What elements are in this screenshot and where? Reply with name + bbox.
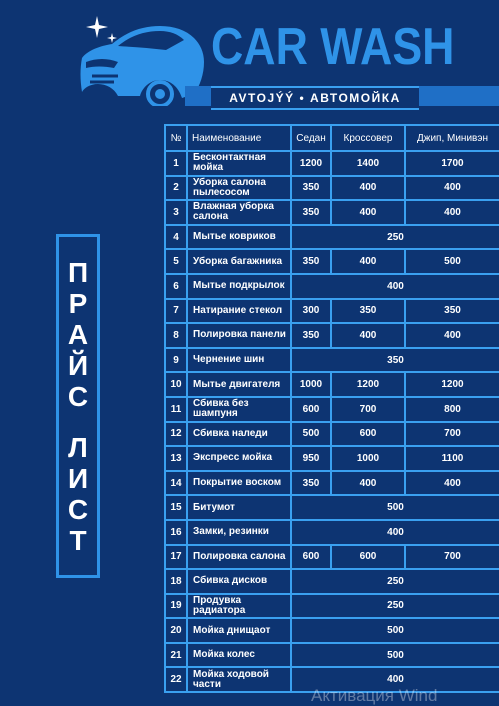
table-row <box>165 569 499 594</box>
brand-title: CAR WASH <box>211 18 455 76</box>
row-number: 2 <box>165 176 187 201</box>
table-row <box>165 397 499 422</box>
service-name: Влажная уборка салона <box>187 200 291 225</box>
row-number: 14 <box>165 471 187 496</box>
table-row <box>165 200 499 225</box>
table-row <box>165 225 499 250</box>
vertical-price-list-label <box>56 234 100 578</box>
single-price: 350 <box>291 348 499 373</box>
table-row <box>165 323 499 348</box>
service-name: Сбивка дисков <box>187 569 291 594</box>
jeep-minivan-price: 700 <box>405 545 499 570</box>
sedan-price: 1000 <box>291 372 331 397</box>
table-row <box>165 348 499 373</box>
jeep-minivan-price: 700 <box>405 422 499 447</box>
table-header-row <box>165 125 499 151</box>
crossover-price: 350 <box>331 299 405 324</box>
table-row <box>165 372 499 397</box>
table-row <box>165 495 499 520</box>
service-name: Мытье ковриков <box>187 225 291 250</box>
label-letter: С <box>67 380 89 412</box>
header-number: № <box>165 125 187 151</box>
table-row <box>165 151 499 176</box>
service-name: Продувка радиатора <box>187 594 291 619</box>
service-name: Сбивка наледи <box>187 422 291 447</box>
single-price: 400 <box>291 667 499 692</box>
row-number: 8 <box>165 323 187 348</box>
sedan-price: 350 <box>291 200 331 225</box>
row-number: 9 <box>165 348 187 373</box>
row-number: 1 <box>165 151 187 176</box>
row-number: 20 <box>165 618 187 643</box>
crossover-price: 1400 <box>331 151 405 176</box>
table-body <box>165 151 499 692</box>
jeep-minivan-price: 800 <box>405 397 499 422</box>
sedan-price: 350 <box>291 471 331 496</box>
sedan-price: 500 <box>291 422 331 447</box>
jeep-minivan-price: 500 <box>405 249 499 274</box>
table-row <box>165 176 499 201</box>
crossover-price: 1200 <box>331 372 405 397</box>
crossover-price: 400 <box>331 323 405 348</box>
service-name: Замки, резинки <box>187 520 291 545</box>
service-name: Экспресс мойка <box>187 446 291 471</box>
label-letter: А <box>67 318 89 350</box>
crossover-price: 400 <box>331 249 405 274</box>
crossover-price: 700 <box>331 397 405 422</box>
sedan-price: 300 <box>291 299 331 324</box>
table-row <box>165 643 499 668</box>
row-number: 5 <box>165 249 187 274</box>
table-row <box>165 545 499 570</box>
label-letter: Л <box>68 431 88 463</box>
header-crossover: Кроссовер <box>331 125 405 151</box>
table-row <box>165 299 499 324</box>
single-price: 250 <box>291 225 499 250</box>
sedan-price: 350 <box>291 176 331 201</box>
jeep-minivan-price: 350 <box>405 299 499 324</box>
service-name: Битумот <box>187 495 291 520</box>
table-row <box>165 594 499 619</box>
sedan-price: 950 <box>291 446 331 471</box>
label-letter: П <box>67 256 89 288</box>
table-row <box>165 422 499 447</box>
row-number: 6 <box>165 274 187 299</box>
service-name: Чернение шин <box>187 348 291 373</box>
crossover-price: 400 <box>331 200 405 225</box>
label-letter: С <box>67 493 89 525</box>
label-letter: Й <box>67 349 89 381</box>
service-name: Полировка панели <box>187 323 291 348</box>
label-letter: Т <box>69 524 87 556</box>
table-row <box>165 446 499 471</box>
row-number: 15 <box>165 495 187 520</box>
row-number: 10 <box>165 372 187 397</box>
service-name: Мытье подкрылок <box>187 274 291 299</box>
jeep-minivan-price: 400 <box>405 200 499 225</box>
service-name: Покрытие воском <box>187 471 291 496</box>
jeep-minivan-price: 1200 <box>405 372 499 397</box>
single-price: 500 <box>291 495 499 520</box>
header-jeep-minivan: Джип, Минивэн <box>405 125 499 151</box>
single-price: 500 <box>291 618 499 643</box>
crossover-price: 600 <box>331 545 405 570</box>
service-name: Мойка днищаот <box>187 618 291 643</box>
activation-watermark: Активация Wind <box>311 686 438 705</box>
row-number: 21 <box>165 643 187 668</box>
service-name: Мойка колес <box>187 643 291 668</box>
sedan-price: 600 <box>291 397 331 422</box>
small-sparkle-icon <box>107 33 117 43</box>
row-number: 7 <box>165 299 187 324</box>
row-number: 17 <box>165 545 187 570</box>
table-row <box>165 471 499 496</box>
crossover-price: 600 <box>331 422 405 447</box>
single-price: 250 <box>291 594 499 619</box>
service-name: Полировка салона <box>187 545 291 570</box>
jeep-minivan-price: 400 <box>405 323 499 348</box>
table-row <box>165 249 499 274</box>
sparkle-icon <box>86 16 108 38</box>
row-number: 11 <box>165 397 187 422</box>
price-table <box>164 124 499 693</box>
crossover-price: 400 <box>331 176 405 201</box>
service-name: Уборка салона пылесосом <box>187 176 291 201</box>
header-service: Наименование <box>187 125 291 151</box>
label-letter: И <box>67 462 89 494</box>
row-number: 13 <box>165 446 187 471</box>
service-name: Натирание стекол <box>187 299 291 324</box>
row-number: 16 <box>165 520 187 545</box>
row-number: 22 <box>165 667 187 692</box>
single-price: 500 <box>291 643 499 668</box>
single-price: 400 <box>291 274 499 299</box>
row-number: 19 <box>165 594 187 619</box>
jeep-minivan-price: 400 <box>405 176 499 201</box>
header-sedan: Седан <box>291 125 331 151</box>
jeep-minivan-price: 400 <box>405 471 499 496</box>
jeep-minivan-price: 1100 <box>405 446 499 471</box>
sedan-price: 1200 <box>291 151 331 176</box>
service-name: Мытье двигателя <box>187 372 291 397</box>
crossover-price: 400 <box>331 471 405 496</box>
row-number: 12 <box>165 422 187 447</box>
sedan-price: 600 <box>291 545 331 570</box>
table-row <box>165 274 499 299</box>
table-row <box>165 618 499 643</box>
row-number: 4 <box>165 225 187 250</box>
service-name: Сбивка без шампуня <box>187 397 291 422</box>
single-price: 400 <box>291 520 499 545</box>
table-row <box>165 520 499 545</box>
service-name: Бесконтактная мойка <box>187 151 291 176</box>
brand-subtitle: AVTOJÝÝ • АВТОМОЙКА <box>211 86 419 110</box>
service-name: Уборка багажника <box>187 249 291 274</box>
label-letter: Р <box>68 287 88 319</box>
crossover-price: 1000 <box>331 446 405 471</box>
jeep-minivan-price: 1700 <box>405 151 499 176</box>
single-price: 250 <box>291 569 499 594</box>
sedan-price: 350 <box>291 249 331 274</box>
service-name: Мойка ходовой части <box>187 667 291 692</box>
row-number: 3 <box>165 200 187 225</box>
sedan-price: 350 <box>291 323 331 348</box>
row-number: 18 <box>165 569 187 594</box>
